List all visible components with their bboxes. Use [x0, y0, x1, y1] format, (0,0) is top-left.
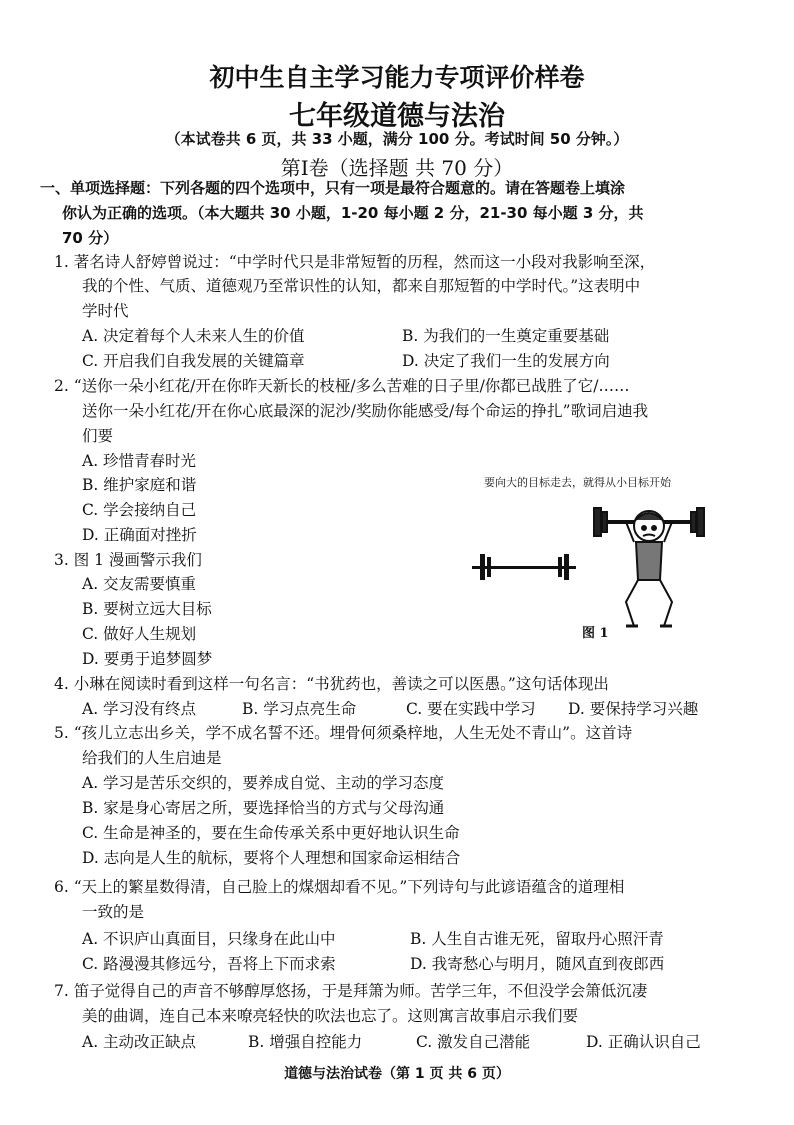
option-c: C. 生命是神圣的，要在生命传承关系中更好地认识生命: [82, 824, 460, 842]
question-4-stem: 4. 小琳在阅读时看到这样一句名言：“书犹药也，善读之可以医愚。”这句话体现出: [54, 675, 609, 693]
option-d: D. 正确面对挫折: [82, 526, 197, 544]
section-instruction: 70 分）: [62, 229, 119, 247]
option-c: C. 路漫漫其修远兮，吾将上下而求索: [82, 955, 336, 973]
section-instruction: 你认为正确的选项。（本大题共 30 小题，1-20 每小题 2 分，21-30 每小题 3 分，共: [62, 204, 644, 222]
option-c: C. 要在实践中学习: [406, 700, 536, 718]
question-1-stem: 我的个性、气质、道德观乃至常识性的认知，都来自那短暂的中学时代。”这表明中: [82, 277, 641, 295]
option-a: A. 珍惜青春时光: [82, 452, 197, 470]
question-5-stem: 给我们的人生启迪是: [82, 749, 222, 767]
question-6-options: [82, 929, 664, 949]
question-6-options: [82, 954, 664, 974]
option-a: A. 主动改正缺点: [82, 1033, 197, 1051]
option-d: D. 要勇于追梦圆梦: [82, 650, 213, 668]
question-1-options: [82, 351, 610, 371]
option-a: A. 不识庐山真面目，只缘身在此山中: [82, 930, 336, 948]
option-c: C. 做好人生规划: [82, 625, 197, 643]
page-footer: 道德与法治试卷（第 1 页 共 6 页）: [284, 1066, 510, 1082]
question-7-stem: 美的曲调，连自己本来嘹亮轻快的吹法也忘了。这则寓言故事启示我们要: [82, 1007, 579, 1025]
figure-label: 图 1: [582, 626, 609, 641]
question-1-stem: 1. 著名诗人舒婷曾说过：“中学时代只是非常短暂的历程，然而这一小段对我影响至深，: [54, 253, 656, 271]
section-instruction: 一、单项选择题：下列各题的四个选项中，只有一项是最符合题意的。请在答题卷上填涂: [40, 179, 626, 197]
question-3-stem: 3. 图 1 漫画警示我们: [54, 551, 202, 569]
lifter-figure-icon: [594, 508, 704, 626]
small-barbell-icon: [472, 554, 576, 580]
question-2-stem: 送你一朵小红花/开在你心底最深的泥沙/奖励你能感受/每个命运的挣扎”歌词启迪我: [82, 402, 649, 420]
option-b: B. 维护家庭和谐: [82, 476, 197, 494]
weightlifter-cartoon: [466, 470, 706, 640]
option-b: B. 人生自古谁无死，留取丹心照汗青: [410, 930, 664, 948]
option-d: D. 要保持学习兴趣: [568, 700, 699, 718]
option-c: C. 学会接纳自己: [82, 501, 197, 519]
question-1-options: [82, 326, 609, 346]
option-c: C. 开启我们自我发展的关键篇章: [82, 352, 305, 370]
option-d: D. 志向是人生的航标，要将个人理想和国家命运相结合: [82, 849, 461, 867]
question-7-stem: 7. 笛子觉得自己的声音不够醇厚悠扬，于是拜箫为师。苦学三年，不但没学会箫低沉凄: [54, 982, 648, 1000]
question-1-stem: 学时代: [82, 302, 129, 320]
question-4-options: [82, 699, 698, 719]
exam-title: 初中生自主学习能力专项评价样卷: [209, 63, 585, 92]
option-a: A. 交友需要慎重: [82, 575, 197, 593]
option-b: B. 家是身心寄居之所，要选择恰当的方式与父母沟通: [82, 799, 445, 817]
subject-title: 七年级道德与法治: [289, 101, 505, 132]
option-d: D. 我寄愁心与明月，随风直到夜郎西: [410, 955, 665, 973]
option-b: B. 要树立远大目标: [82, 600, 212, 618]
option-d: D. 正确认识自己: [586, 1033, 701, 1051]
question-2-stem: 们要: [82, 427, 114, 445]
option-c: C. 激发自己潜能: [416, 1033, 531, 1051]
option-b: B. 为我们的一生奠定重要基础: [402, 327, 610, 345]
question-5-stem: 5. “孩儿立志出乡关，学不成名誓不还。埋骨何须桑梓地，人生无处不青山”。这首诗: [54, 724, 633, 742]
question-6-stem: 6. “天上的繁星数得清，自己脸上的煤烟却看不见。”下列诗句与此谚语蕴含的道理相: [54, 878, 625, 896]
option-b: B. 学习点亮生命: [242, 700, 357, 718]
figure-caption: 要向大的目标走去，就得从小目标开始: [484, 476, 671, 489]
option-a: A. 决定着每个人未来人生的价值: [82, 327, 305, 345]
question-7-options: [82, 1032, 701, 1052]
option-a: A. 学习是苦乐交织的，要养成自觉、主动的学习态度: [82, 774, 445, 792]
question-6-stem: 一致的是: [82, 903, 145, 921]
question-2-stem: 2. “送你一朵小红花/开在你昨天新长的枝桠/多么苦难的日子里/你都已战胜了它/……: [54, 377, 630, 395]
option-d: D. 决定了我们一生的发展方向: [402, 352, 610, 370]
option-b: B. 增强自控能力: [248, 1033, 363, 1051]
option-a: A. 学习没有终点: [82, 700, 197, 718]
exam-info: （本试卷共 6 页，共 33 小题，满分 100 分。考试时间 50 分钟。）: [165, 130, 629, 148]
part-heading: 第Ⅰ卷（选择题 共 70 分）: [280, 156, 514, 180]
